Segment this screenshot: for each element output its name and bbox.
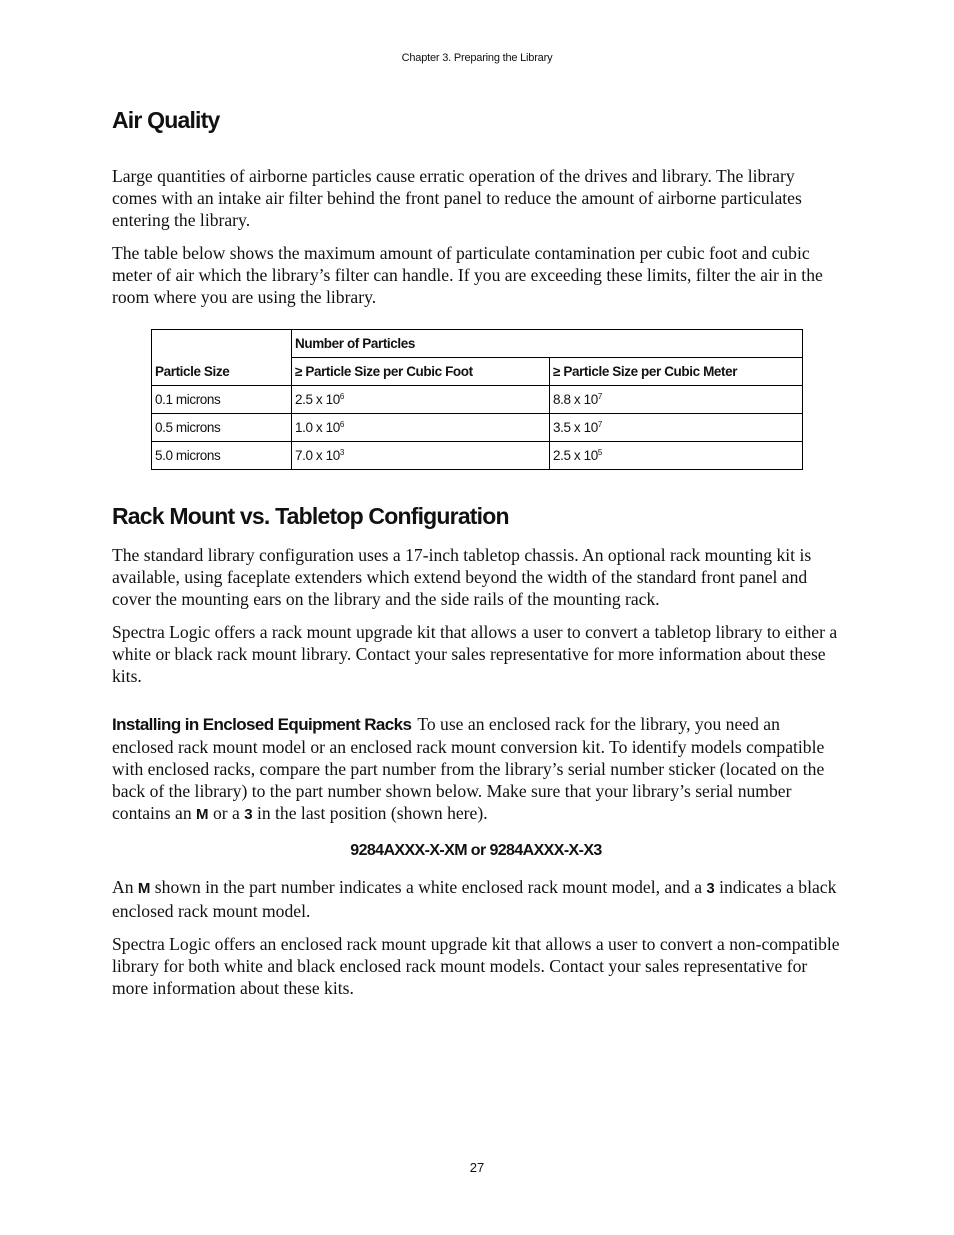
cell-value: 2.5 x 10 — [553, 448, 598, 463]
enclosed-text-3: in the last position (shown here). — [252, 803, 488, 823]
cell-exponent: 3 — [339, 448, 344, 457]
cell-exponent: 6 — [339, 392, 344, 401]
rack-mount-paragraph-1: The standard library configuration uses a 17-inch tabletop chassis. An optional rack mounting kit is available, using faceplate extenders which extend beyond the width of the standard front panel and cover the mounting ears on the library and the side rails of the mounting rack. — [112, 545, 812, 609]
enclosed-text-2: or a — [208, 803, 245, 823]
model-note-paragraph — [112, 876, 840, 922]
header-cubic-meter: ≥ Particle Size per Cubic Meter — [550, 358, 803, 386]
note-letter-m: M — [137, 880, 151, 897]
inline-digit-3: 3 — [244, 806, 253, 823]
air-quality-paragraph-1: Large quantities of airborne particles cause erratic operation of the drives and library. The library comes with an intake air filter behind the front panel to reduce the amount of airborne particulates entering the library. — [112, 166, 802, 230]
note-text-1: An — [112, 877, 138, 897]
table-header-row-1 — [152, 330, 803, 358]
cell-value: 3.5 x 10 — [553, 420, 598, 435]
header-number-of-particles: Number of Particles — [292, 330, 803, 358]
inline-letter-m: M — [196, 806, 209, 823]
enclosed-racks-paragraph — [112, 713, 840, 826]
rack-mount-heading: Rack Mount vs. Tabletop Configuration — [112, 503, 509, 529]
cell-value: 7.0 x 10 — [295, 448, 340, 463]
cell-value: 8.8 x 10 — [553, 392, 598, 407]
note-text-2: shown in the part number indicates a white enclosed rack mount model, and a — [150, 877, 707, 897]
part-number-example: 9284AXXX-X-XM or 9284AXXX-X-X3 — [350, 842, 602, 859]
enclosed-racks-run-in-heading: Installing in Enclosed Equipment Racks — [112, 715, 412, 734]
cell-exponent: 7 — [597, 392, 602, 401]
cell-exponent: 6 — [339, 420, 344, 429]
cell-particle-size: 0.5 microns — [152, 414, 292, 442]
cell-cubic-foot — [292, 414, 550, 442]
cell-cubic-foot — [292, 442, 550, 470]
running-head: Chapter 3. Preparing the Library — [401, 52, 553, 64]
table-row — [152, 386, 803, 414]
page-content — [112, 104, 840, 999]
note-digit-3: 3 — [706, 880, 715, 897]
cell-exponent: 7 — [597, 420, 602, 429]
cell-cubic-foot — [292, 386, 550, 414]
table-row — [152, 442, 803, 470]
cell-cubic-meter — [550, 442, 803, 470]
enclosed-upgrade-paragraph: Spectra Logic offers an enclosed rack mount upgrade kit that allows a user to convert a non-compatible library for both white and black enclosed rack mount models. Contact your sales representative for more information about these kits. — [112, 934, 840, 998]
cell-cubic-meter — [550, 386, 803, 414]
table-row — [152, 414, 803, 442]
page-number: 27 — [469, 1160, 485, 1175]
header-cubic-foot: ≥ Particle Size per Cubic Foot — [292, 358, 550, 386]
header-particle-size: Particle Size — [152, 330, 292, 386]
particle-contamination-table — [151, 329, 803, 470]
cell-cubic-meter — [550, 414, 803, 442]
cell-value: 2.5 x 10 — [295, 392, 340, 407]
enclosed-text-1: To use an enclosed rack for the library, you need an enclosed rack mount model or an enclosed rack mount conversion kit. To identify models compatible with enclosed racks, compare the part number from the library’s serial number sticker (located on the back of the library) to the part number shown below. Make sure that your library’s serial number contains an — [112, 714, 825, 823]
air-quality-heading: Air Quality — [112, 107, 220, 133]
rack-mount-paragraph-2: Spectra Logic offers a rack mount upgrade kit that allows a user to convert a tabletop library to either a white or black rack mount library. Contact your sales representative for more information about these kits. — [112, 622, 838, 686]
cell-particle-size: 5.0 microns — [152, 442, 292, 470]
cell-value: 1.0 x 10 — [295, 420, 340, 435]
note-text-3: indicates a black enclosed rack mount model. — [112, 877, 837, 921]
cell-particle-size: 0.1 microns — [152, 386, 292, 414]
cell-exponent: 5 — [597, 448, 602, 457]
air-quality-paragraph-2: The table below shows the maximum amount of particulate contamination per cubic foot and cubic meter of air which the library’s filter can handle. If you are exceeding these limits, filter the air in the room where you are using the library. — [112, 243, 823, 307]
